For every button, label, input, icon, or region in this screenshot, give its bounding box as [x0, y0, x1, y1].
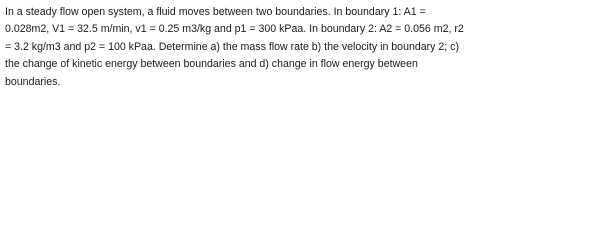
problem-statement: [5, 4, 593, 91]
problem-line-4: the change of kinetic energy between boundaries and d) change in flow energy between: [5, 58, 418, 71]
problem-line-1: In a steady flow open system, a fluid moves between two boundaries. In boundary 1: A1 =: [5, 6, 426, 18]
problem-line-2: 0.028m2, V1 = 32.5 m/min, v1 = 0.25 m3/kg and p1 = 300 kPaa. In boundary 2: A2 = 0.056 m2, r2: [5, 23, 464, 36]
problem-line-3: = 3.2 kg/m3 and p2 = 100 kPaa. Determine a) the mass flow rate b) the velocity in boundary 2; c): [5, 40, 460, 53]
problem-line-5: boundaries.: [5, 75, 61, 88]
